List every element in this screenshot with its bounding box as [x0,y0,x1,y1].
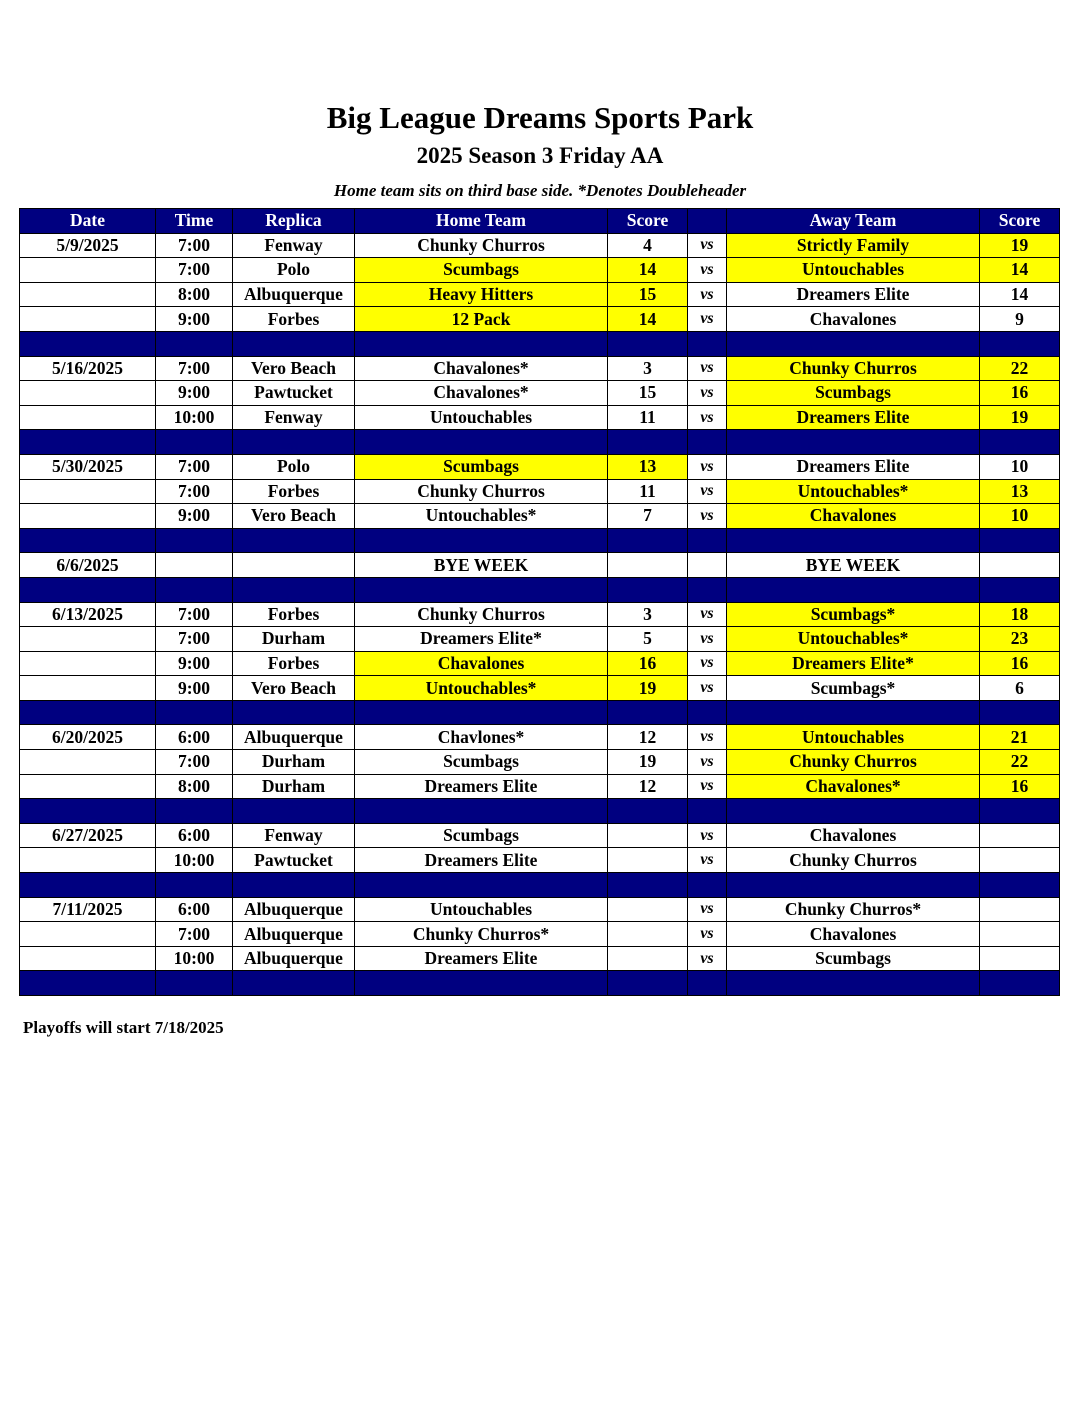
page-subtitle: 2025 Season 3 Friday AA [416,143,664,168]
away-score-cell: 16 [980,651,1060,676]
bye-week-row [20,553,1060,578]
vs-cell: vs [688,307,727,332]
away-team-cell: Strictly Family [727,233,980,258]
replica-cell: Forbes [233,651,355,676]
game-row [20,233,1060,258]
separator-cell [355,331,608,356]
separator-cell [688,799,727,824]
home-score-cell: 11 [608,405,688,430]
vs-cell [688,553,727,578]
separator-cell [156,331,233,356]
replica-cell [233,553,355,578]
replica-cell: Vero Beach [233,504,355,529]
home-score-cell [608,823,688,848]
home-score-cell: 13 [608,454,688,479]
game-row [20,946,1060,971]
separator-cell [980,799,1060,824]
home-score-cell [608,946,688,971]
separator-cell [156,528,233,553]
away-team-cell: Dreamers Elite [727,405,980,430]
separator-cell [355,799,608,824]
home-team-cell: Heavy Hitters [355,282,608,307]
separator-cell [355,700,608,725]
separator-cell [233,799,355,824]
separator-cell [608,873,688,898]
date-cell [20,848,156,873]
away-score-cell: 21 [980,725,1060,750]
away-score-cell: 9 [980,307,1060,332]
game-row [20,479,1060,504]
separator-row [20,799,1060,824]
replica-cell: Vero Beach [233,356,355,381]
separator-cell [20,430,156,455]
away-score-cell: 19 [980,233,1060,258]
vs-cell: vs [688,774,727,799]
time-cell: 7:00 [156,356,233,381]
home-score-cell: 19 [608,676,688,701]
separator-cell [156,799,233,824]
away-team-cell: Chunky Churros [727,750,980,775]
time-cell: 9:00 [156,307,233,332]
game-row [20,897,1060,922]
home-team-cell: Scumbags [355,258,608,283]
separator-cell [355,430,608,455]
vs-cell: vs [688,258,727,283]
home-team-cell: Scumbags [355,823,608,848]
time-cell [156,553,233,578]
home-team-cell: BYE WEEK [355,553,608,578]
separator-cell [233,700,355,725]
header-home-team: Home Team [355,209,608,234]
vs-cell: vs [688,946,727,971]
vs-cell: vs [688,676,727,701]
separator-cell [20,528,156,553]
replica-cell: Albuquerque [233,282,355,307]
vs-cell: vs [688,602,727,627]
time-cell: 9:00 [156,504,233,529]
date-cell [20,946,156,971]
separator-cell [980,971,1060,996]
time-cell: 6:00 [156,897,233,922]
vs-cell: vs [688,922,727,947]
home-score-cell [608,922,688,947]
home-team-cell: Scumbags [355,454,608,479]
game-row [20,282,1060,307]
home-team-cell: Dreamers Elite* [355,627,608,652]
home-team-cell: Dreamers Elite [355,946,608,971]
replica-cell: Durham [233,774,355,799]
separator-cell [355,577,608,602]
away-team-cell: Dreamers Elite* [727,651,980,676]
replica-cell: Pawtucket [233,848,355,873]
replica-cell: Forbes [233,307,355,332]
time-cell: 9:00 [156,651,233,676]
date-cell [20,405,156,430]
separator-row [20,700,1060,725]
vs-cell: vs [688,233,727,258]
away-team-cell: Scumbags* [727,676,980,701]
separator-cell [608,331,688,356]
away-score-cell: 10 [980,454,1060,479]
date-cell: 5/16/2025 [20,356,156,381]
separator-cell [980,577,1060,602]
home-score-cell: 11 [608,479,688,504]
away-team-cell: Untouchables* [727,479,980,504]
home-team-cell: Chavalones* [355,356,608,381]
time-cell: 9:00 [156,676,233,701]
separator-cell [156,971,233,996]
away-team-cell: Scumbags [727,381,980,406]
game-row [20,356,1060,381]
away-score-cell [980,946,1060,971]
replica-cell: Polo [233,258,355,283]
separator-cell [233,873,355,898]
date-cell [20,258,156,283]
separator-cell [20,799,156,824]
date-cell [20,381,156,406]
away-team-cell: Scumbags* [727,602,980,627]
vs-cell: vs [688,750,727,775]
separator-cell [980,331,1060,356]
separator-cell [727,799,980,824]
away-score-cell: 10 [980,504,1060,529]
home-team-cell: Chavalones [355,651,608,676]
away-team-cell: Chavalones [727,823,980,848]
away-team-cell: Untouchables [727,725,980,750]
separator-cell [608,700,688,725]
separator-cell [20,577,156,602]
home-team-cell: Dreamers Elite [355,774,608,799]
home-score-cell [608,848,688,873]
game-row [20,627,1060,652]
time-cell: 10:00 [156,946,233,971]
time-cell: 7:00 [156,454,233,479]
vs-cell: vs [688,282,727,307]
date-cell [20,282,156,307]
away-score-cell: 13 [980,479,1060,504]
away-team-cell: Scumbags [727,946,980,971]
game-row [20,381,1060,406]
separator-cell [156,700,233,725]
away-score-cell: 6 [980,676,1060,701]
separator-row [20,528,1060,553]
separator-cell [688,430,727,455]
separator-cell [156,873,233,898]
replica-cell: Albuquerque [233,922,355,947]
schedule-table [19,208,1060,996]
separator-row [20,577,1060,602]
home-team-cell: Untouchables [355,405,608,430]
date-cell [20,307,156,332]
vs-cell: vs [688,356,727,381]
time-cell: 6:00 [156,823,233,848]
separator-cell [688,700,727,725]
separator-cell [233,971,355,996]
separator-row [20,971,1060,996]
date-cell [20,479,156,504]
away-score-cell [980,848,1060,873]
away-score-cell: 14 [980,258,1060,283]
away-team-cell: Untouchables* [727,627,980,652]
date-cell [20,922,156,947]
vs-cell: vs [688,627,727,652]
time-cell: 7:00 [156,479,233,504]
away-score-cell: 19 [980,405,1060,430]
separator-cell [233,331,355,356]
home-team-cell: 12 Pack [355,307,608,332]
away-score-cell [980,823,1060,848]
vs-cell: vs [688,897,727,922]
home-team-cell: Chunky Churros [355,602,608,627]
separator-cell [355,873,608,898]
header-replica: Replica [233,209,355,234]
replica-cell: Polo [233,454,355,479]
home-score-cell: 15 [608,381,688,406]
home-score-cell: 12 [608,774,688,799]
replica-cell: Fenway [233,405,355,430]
game-row [20,725,1060,750]
away-team-cell: Dreamers Elite [727,454,980,479]
schedule-body [20,233,1060,995]
time-cell: 10:00 [156,848,233,873]
away-team-cell: Chavalones [727,307,980,332]
home-score-cell: 16 [608,651,688,676]
vs-cell: vs [688,454,727,479]
date-cell [20,504,156,529]
separator-cell [688,528,727,553]
replica-cell: Forbes [233,602,355,627]
time-cell: 8:00 [156,282,233,307]
date-cell [20,676,156,701]
home-score-cell: 14 [608,307,688,332]
home-score-cell: 7 [608,504,688,529]
header-time: Time [156,209,233,234]
home-score-cell: 3 [608,602,688,627]
game-row [20,454,1060,479]
home-team-cell: Chavalones* [355,381,608,406]
page-title: Big League Dreams Sports Park [326,100,754,135]
time-cell: 7:00 [156,233,233,258]
separator-cell [156,577,233,602]
separator-cell [608,799,688,824]
date-cell: 6/6/2025 [20,553,156,578]
away-score-cell: 14 [980,282,1060,307]
home-score-cell: 4 [608,233,688,258]
time-cell: 9:00 [156,381,233,406]
vs-cell: vs [688,479,727,504]
home-score-cell: 3 [608,356,688,381]
time-cell: 6:00 [156,725,233,750]
vs-cell: vs [688,823,727,848]
replica-cell: Fenway [233,823,355,848]
game-row [20,774,1060,799]
separator-cell [688,873,727,898]
away-score-cell: 22 [980,750,1060,775]
separator-row [20,430,1060,455]
time-cell: 7:00 [156,627,233,652]
game-row [20,258,1060,283]
date-cell [20,627,156,652]
separator-cell [20,331,156,356]
separator-cell [20,700,156,725]
date-cell: 5/30/2025 [20,454,156,479]
separator-cell [156,430,233,455]
replica-cell: Albuquerque [233,725,355,750]
game-row [20,922,1060,947]
header-date: Date [20,209,156,234]
header-away-team: Away Team [727,209,980,234]
time-cell: 7:00 [156,258,233,283]
away-score-cell [980,897,1060,922]
playoffs-note: Playoffs will start 7/18/2025 [23,1018,224,1037]
away-team-cell: Chunky Churros* [727,897,980,922]
replica-cell: Albuquerque [233,897,355,922]
vs-cell: vs [688,848,727,873]
away-team-cell: Untouchables [727,258,980,283]
replica-cell: Albuquerque [233,946,355,971]
header-vs [688,209,727,234]
home-score-cell: 19 [608,750,688,775]
separator-cell [980,700,1060,725]
away-score-cell: 16 [980,774,1060,799]
home-team-cell: Untouchables* [355,504,608,529]
home-team-cell: Dreamers Elite [355,848,608,873]
separator-cell [727,971,980,996]
game-row [20,823,1060,848]
home-team-cell: Chavlones* [355,725,608,750]
header-row [20,209,1060,234]
time-cell: 7:00 [156,750,233,775]
away-team-cell: Chunky Churros [727,356,980,381]
vs-cell: vs [688,504,727,529]
home-team-cell: Scumbags [355,750,608,775]
away-score-cell: 16 [980,381,1060,406]
separator-cell [20,971,156,996]
separator-cell [20,873,156,898]
replica-cell: Pawtucket [233,381,355,406]
separator-cell [980,430,1060,455]
away-team-cell: Dreamers Elite [727,282,980,307]
separator-cell [355,971,608,996]
vs-cell: vs [688,405,727,430]
date-cell: 6/20/2025 [20,725,156,750]
away-team-cell: Chunky Churros [727,848,980,873]
header-away-score: Score [980,209,1060,234]
date-cell: 7/11/2025 [20,897,156,922]
separator-cell [608,430,688,455]
separator-cell [980,528,1060,553]
separator-cell [688,577,727,602]
separator-cell [233,528,355,553]
separator-cell [727,577,980,602]
replica-cell: Durham [233,750,355,775]
time-cell: 7:00 [156,922,233,947]
game-row [20,651,1060,676]
separator-cell [727,331,980,356]
away-team-cell: Chavalones [727,922,980,947]
away-score-cell: 22 [980,356,1060,381]
separator-cell [727,700,980,725]
replica-cell: Fenway [233,233,355,258]
away-score-cell [980,922,1060,947]
date-cell: 6/13/2025 [20,602,156,627]
home-team-cell: Untouchables* [355,676,608,701]
date-cell [20,774,156,799]
separator-cell [233,577,355,602]
separator-cell [608,971,688,996]
game-row [20,602,1060,627]
header-home-score: Score [608,209,688,234]
away-team-cell: BYE WEEK [727,553,980,578]
home-score-cell: 12 [608,725,688,750]
separator-row [20,873,1060,898]
separator-cell [233,430,355,455]
home-score-cell [608,553,688,578]
date-cell [20,651,156,676]
time-cell: 10:00 [156,405,233,430]
home-team-cell: Chunky Churros [355,479,608,504]
away-score-cell: 23 [980,627,1060,652]
separator-cell [727,528,980,553]
replica-cell: Vero Beach [233,676,355,701]
separator-cell [688,331,727,356]
time-cell: 7:00 [156,602,233,627]
home-score-cell [608,897,688,922]
separator-cell [608,577,688,602]
away-score-cell [980,553,1060,578]
separator-cell [688,971,727,996]
vs-cell: vs [688,725,727,750]
home-team-cell: Chunky Churros* [355,922,608,947]
game-row [20,405,1060,430]
separator-row [20,331,1060,356]
game-row [20,307,1060,332]
vs-cell: vs [688,651,727,676]
home-score-cell: 5 [608,627,688,652]
vs-cell: vs [688,381,727,406]
separator-cell [355,528,608,553]
replica-cell: Durham [233,627,355,652]
home-team-cell: Untouchables [355,897,608,922]
away-score-cell: 18 [980,602,1060,627]
separator-cell [727,873,980,898]
date-cell: 6/27/2025 [20,823,156,848]
game-row [20,504,1060,529]
time-cell: 8:00 [156,774,233,799]
schedule-note: Home team sits on third base side. *Denotes Doubleheader [333,181,747,200]
date-cell [20,750,156,775]
home-team-cell: Chunky Churros [355,233,608,258]
away-team-cell: Chavalones [727,504,980,529]
separator-cell [608,528,688,553]
replica-cell: Forbes [233,479,355,504]
separator-cell [727,430,980,455]
home-score-cell: 15 [608,282,688,307]
game-row [20,750,1060,775]
separator-cell [980,873,1060,898]
home-score-cell: 14 [608,258,688,283]
game-row [20,676,1060,701]
game-row [20,848,1060,873]
away-team-cell: Chavalones* [727,774,980,799]
date-cell: 5/9/2025 [20,233,156,258]
